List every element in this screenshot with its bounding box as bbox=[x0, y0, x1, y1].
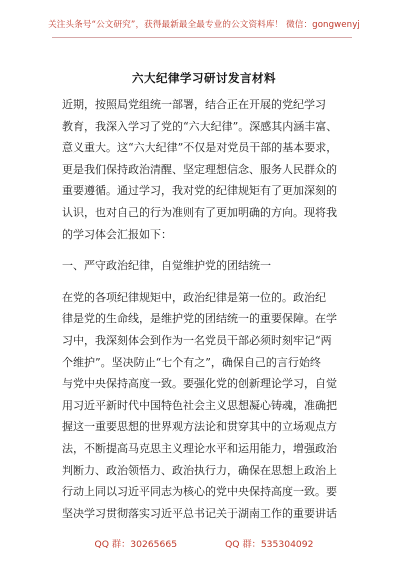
footer-qq-group-1: QQ 群：30265665 bbox=[94, 539, 178, 550]
text-line: 判断力、政治领悟力、政治执行力，确保在思想上政治上 bbox=[62, 463, 337, 477]
paragraph-intro bbox=[62, 94, 346, 245]
text-line: 个维护”。坚决防止“七个有之”，确保自己的言行始终 bbox=[62, 355, 321, 369]
section-heading: 一、严守政治纪律，自觉维护党的团结统一 bbox=[62, 259, 271, 273]
footer-qq-group-2: QQ 群：535304092 bbox=[225, 539, 314, 550]
text-line: 习中，我深刻体会到作为一名党员干部必须时刻牢记“两 bbox=[62, 333, 332, 347]
text-line: 更是我们保持政治清醒、坚定理想信念、服务人民群众的 bbox=[62, 162, 337, 176]
text-line: 律是党的生命线，是维护党的团结统一的重要保障。在学 bbox=[62, 312, 337, 326]
text-line: 意义重大。这“六大纪律”不仅是对党员干部的基本要求， bbox=[62, 141, 338, 155]
text-line: 与党中央保持高度一致。要强化党的创新理论学习，自觉 bbox=[62, 377, 337, 391]
text-line: 重要遵循。通过学习，我对党的纪律规矩有了更加深刻的 bbox=[62, 184, 337, 198]
document-body bbox=[62, 94, 346, 524]
text-line: 的学习体会汇报如下： bbox=[62, 227, 172, 241]
document-title: 六大纪律学习研讨发言材料 bbox=[132, 71, 276, 85]
header-divider bbox=[52, 37, 352, 38]
text-line: 用习近平新时代中国特色社会主义思想凝心铸魂，准确把 bbox=[62, 398, 337, 412]
text-line: 认识，也对自己的行为准则有了更加明确的方向。现将我 bbox=[62, 205, 337, 219]
text-line: 近期，按照局党组统一部署，结合正在开展的党纪学习 bbox=[62, 98, 326, 111]
text-line: 教育，我深入学习了党的“六大纪律”。深感其内涵丰富、 bbox=[62, 119, 338, 133]
text-line: 在党的各项纪律规矩中，政治纪律是第一位的。政治纪 bbox=[62, 290, 326, 304]
text-line: 行动上同以习近平同志为核心的党中央保持高度一致。要 bbox=[62, 485, 337, 499]
header-banner: 关注头条号“公文研究”，获得最新最全最专业的公文资料库！ 微信：gongwenyj bbox=[48, 20, 360, 30]
footer bbox=[0, 536, 408, 550]
text-line: 坚决学习贯彻落实习近平总书记关于湖南工作的重要讲话 bbox=[62, 506, 337, 520]
text-line: 法，不断提高马克思主义理论水平和运用能力，增强政治 bbox=[62, 441, 337, 455]
paragraph-political-discipline bbox=[62, 287, 346, 525]
text-line: 握这一重要思想的世界观方法论和贯穿其中的立场观点方 bbox=[62, 420, 337, 434]
